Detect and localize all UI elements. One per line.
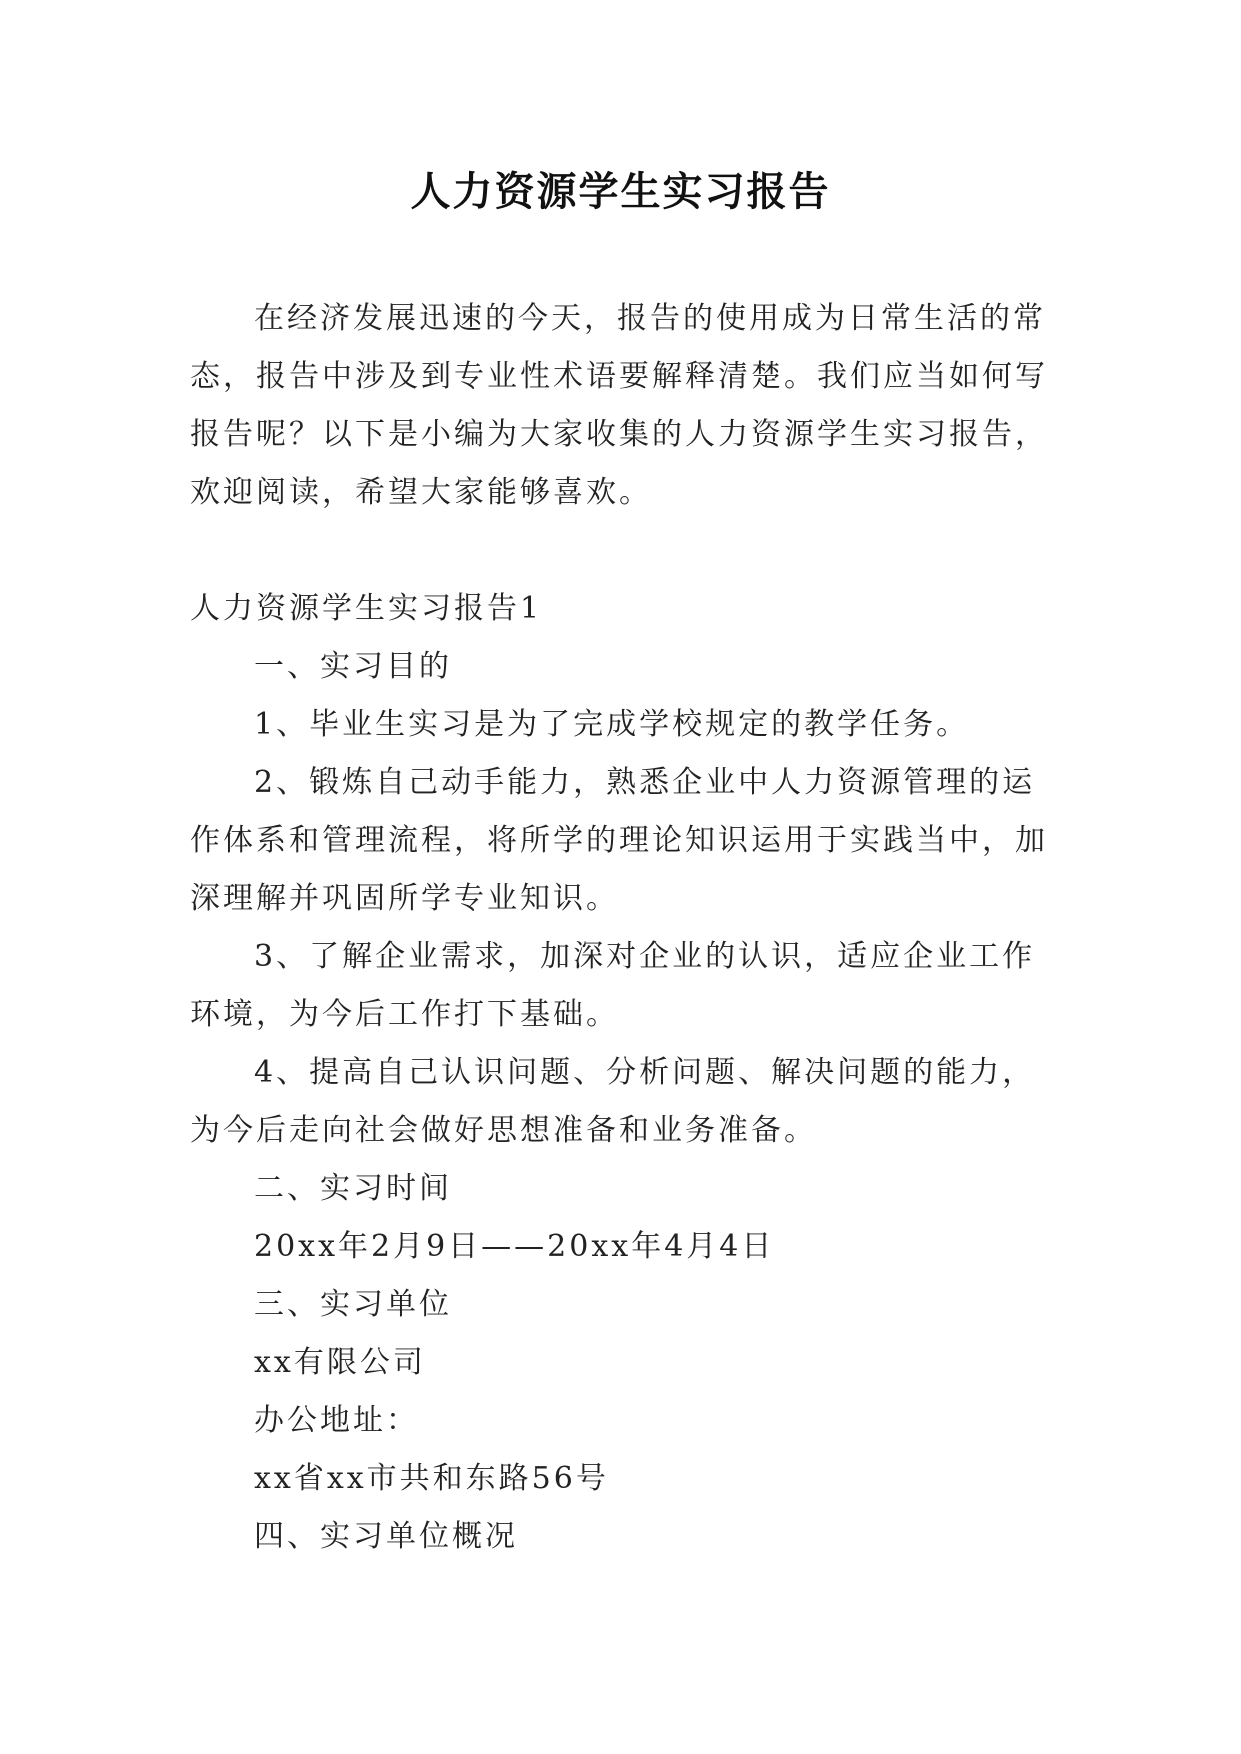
purpose-item-2: 2、锻炼自己动手能力，熟悉企业中人力资源管理的运作体系和管理流程，将所学的理论知识运用于实践当中，加深理解并巩固所学专业知识。 [190,765,1048,916]
company-name: xx有限公司 [254,1345,426,1380]
heading-purpose: 一、实习目的 [254,649,452,684]
document-title: 人力资源学生实习报告 [410,168,831,215]
heading-overview: 四、实习单位概况 [254,1519,518,1554]
address-value: xx省xx市共和东路56号 [254,1461,609,1496]
internship-dates: 20xx年2月9日——20xx年4月4日 [254,1229,775,1264]
section-heading: 人力资源学生实习报告1 [190,591,543,626]
heading-time: 二、实习时间 [254,1171,452,1206]
heading-unit: 三、实习单位 [254,1287,452,1322]
intro-paragraph: 在经济发展迅速的今天，报告的使用成为日常生活的常态，报告中涉及到专业性术语要解释清楚。我们应当如何写报告呢？以下是小编为大家收集的人力资源学生实习报告，欢迎阅读，希望大家能够喜欢。 [190,301,1048,510]
purpose-item-3: 3、了解企业需求，加深对企业的认识，适应企业工作环境，为今后工作打下基础。 [190,939,1036,1032]
purpose-item-4: 4、提高自己认识问题、分析问题、解决问题的能力，为今后走向社会做好思想准备和业务准备。 [190,1055,1036,1148]
purpose-item-1: 1、毕业生实习是为了完成学校规定的教学任务。 [254,707,970,742]
address-label: 办公地址： [254,1403,419,1438]
document-body [190,290,1050,1566]
